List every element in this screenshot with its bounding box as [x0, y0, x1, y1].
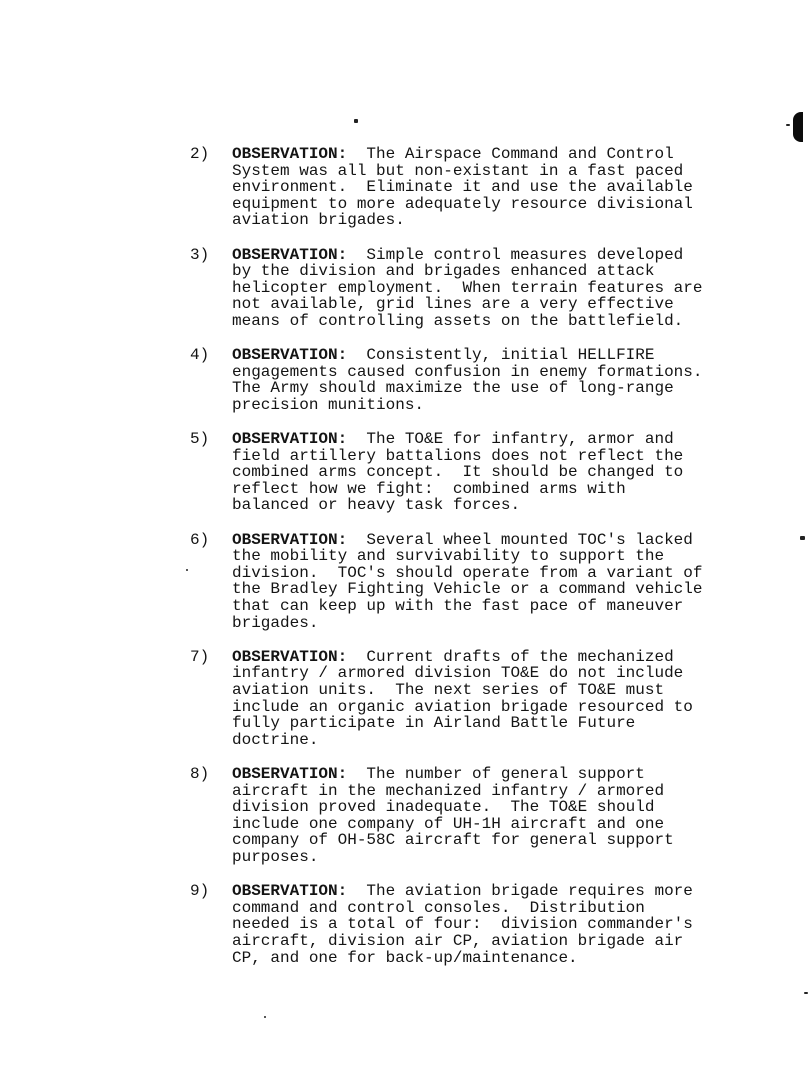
observation-text: fully participate in Airland Battle Future — [232, 714, 636, 733]
observation-number: 3) — [190, 245, 210, 264]
observation-text: field artillery battalions does not reflect the — [232, 446, 684, 465]
observation-text: environment. Eliminate it and use the available — [232, 178, 693, 197]
observation-text: Simple control measures developed — [366, 245, 684, 264]
observation-text: helicopter employment. When terrain features are — [232, 278, 703, 297]
observation-label: OBSERVATION: — [232, 647, 348, 666]
observation-text: System was all but non-existant in a fast paced — [232, 161, 684, 180]
observation-text: means of controlling assets on the battlefield. — [232, 311, 684, 330]
observation-text: Consistently, initial HELLFIRE — [366, 346, 655, 365]
observation-text: The Airspace Command and Control — [366, 145, 674, 163]
observation-text: purposes. — [232, 847, 319, 866]
scan-speck — [800, 536, 805, 540]
observation-item — [190, 766, 750, 866]
observation-text: combined arms concept. It should be changed to — [232, 463, 684, 482]
observation-text: command and control consoles. Distribution — [232, 898, 645, 917]
observation-label: OBSERVATION: — [232, 764, 348, 783]
observation-number: 9) — [190, 882, 210, 901]
observation-list — [190, 146, 750, 984]
observation-text: that can keep up with the fast pace of maneuver — [232, 597, 684, 616]
observation-item — [190, 247, 750, 330]
observation-item — [190, 431, 750, 514]
observation-text: Several wheel mounted TOC's lacked — [366, 530, 693, 549]
observation-text: The Army should maximize the use of long-range — [232, 379, 674, 398]
observation-label: OBSERVATION: — [232, 145, 348, 163]
observation-text: engagements caused confusion in enemy formations. — [232, 362, 703, 381]
observation-number: 2) — [190, 145, 210, 163]
observation-text: infantry / armored division TO&E do not include — [232, 664, 684, 683]
observation-text: aircraft in the mechanized infantry / armored — [232, 781, 665, 800]
observation-number: 7) — [190, 647, 210, 666]
observation-label: OBSERVATION: — [232, 245, 348, 264]
observation-text: the mobility and survivability to support the — [232, 547, 665, 566]
observation-text: balanced or heavy task forces. — [232, 496, 521, 515]
observation-text: needed is a total of four: division commander's — [232, 915, 693, 934]
observation-number: 5) — [190, 430, 210, 449]
observation-number: 4) — [190, 346, 210, 365]
observation-text: The aviation brigade requires more — [366, 882, 693, 901]
observation-item — [190, 883, 750, 966]
observation-text: equipment to more adequately resource divisional — [232, 194, 693, 213]
scan-speck — [186, 569, 188, 571]
observation-text: The TO&E for infantry, armor and — [366, 430, 674, 449]
observation-label: OBSERVATION: — [232, 882, 348, 901]
observation-text: reflect how we fight: combined arms with — [232, 479, 626, 498]
scan-speck — [264, 1016, 266, 1018]
observation-item — [190, 532, 750, 632]
observation-text: Current drafts of the mechanized — [366, 647, 674, 666]
observation-text: precision munitions. — [232, 395, 425, 414]
observation-text: the Bradley Fighting Vehicle or a command vehicle — [232, 580, 703, 599]
scan-edge-mark — [793, 112, 803, 142]
observation-text: by the division and brigades enhanced attack — [232, 262, 655, 281]
observation-text: CP, and one for back-up/maintenance. — [232, 948, 578, 967]
observation-text: division. TOC's should operate from a variant of — [232, 563, 703, 582]
scan-speck — [786, 124, 790, 126]
observation-number: 8) — [190, 764, 210, 783]
observation-item — [190, 347, 750, 413]
observation-text: doctrine. — [232, 730, 319, 749]
observation-text: brigades. — [232, 613, 319, 632]
observation-text: The number of general support — [366, 764, 645, 783]
observation-item — [190, 146, 750, 229]
observation-text: include one company of UH-1H aircraft and one — [232, 814, 665, 833]
observation-label: OBSERVATION: — [232, 346, 348, 365]
observation-text: include an organic aviation brigade resourced to — [232, 697, 693, 716]
observation-number: 6) — [190, 530, 210, 549]
observation-item — [190, 649, 750, 749]
observation-text: aviation units. The next series of TO&E must — [232, 681, 665, 699]
observation-label: OBSERVATION: — [232, 430, 348, 449]
observation-text: company of OH-58C aircraft for general support — [232, 831, 674, 850]
observation-text: aviation brigades. — [232, 211, 405, 230]
scan-speck — [804, 992, 808, 994]
observation-label: OBSERVATION: — [232, 530, 348, 549]
observation-text: aircraft, division air CP, aviation brigade air — [232, 931, 684, 950]
scan-speck — [354, 119, 358, 123]
observation-text: division proved inadequate. The TO&E should — [232, 798, 655, 817]
observation-text: not available, grid lines are a very effective — [232, 295, 674, 314]
